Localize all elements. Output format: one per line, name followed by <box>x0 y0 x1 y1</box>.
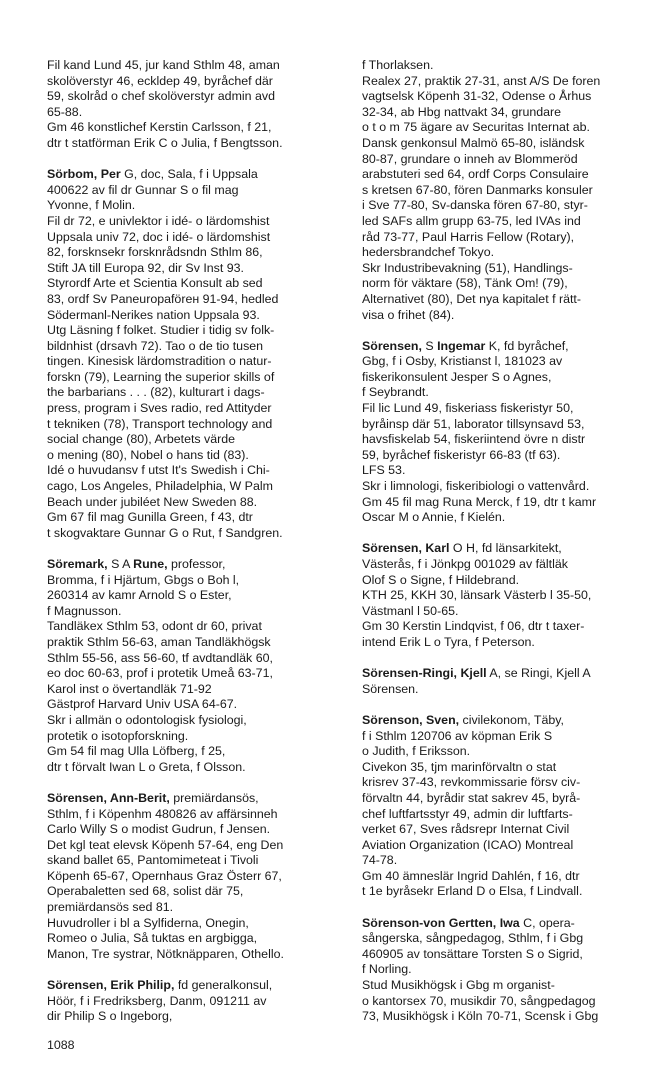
entry-line: A, se Ringi, Kjell A <box>486 666 591 681</box>
entry-line: byråinsp där 51, laborator tillsynsavd 53, <box>362 416 585 431</box>
entry-line: LFS 53. <box>362 463 406 478</box>
entry-line: O H, fd länsarkitekt, <box>449 541 562 556</box>
entry-sorbom-per <box>47 167 339 541</box>
entry-line: Gm 30 Kerstin Lindqvist, f 06, dtr t taxer- <box>362 619 585 634</box>
entry-line: o t o m 75 ägare av Securitas Internat ab. <box>362 120 590 135</box>
entry-line: Karol inst o övertandläk 71-92 <box>47 681 212 696</box>
entry-line: dtr t statförman Erik C o Julia, f Bengtsson. <box>47 135 283 150</box>
entry-line: Fil kand Lund 45, jur kand Sthlm 48, aman <box>47 58 280 72</box>
entry-line: Skr i limnologi, fiskeribiologi o vattenvård. <box>362 479 590 494</box>
entry-headword-given: Ingemar <box>437 338 486 353</box>
entry-line: led SAFs allm grupp 63-75, led IVAs ind <box>362 213 581 228</box>
entry-line: Köpenh 65-67, Opernhaus Graz Österr 67, <box>47 868 282 883</box>
entry-line: Gm 67 fil mag Gunilla Green, f 43, dtr <box>47 510 253 525</box>
entry-line: Skr Industribevakning (51), Handlings- <box>362 260 573 275</box>
entry-line: Stud Musikhögsk i Gbg m organist- <box>362 978 555 993</box>
entry-line: fiskerikonsulent Jesper S o Agnes, <box>362 369 552 384</box>
entry-line: premiärdansös sed 81. <box>47 900 174 915</box>
entry-line: 32-34, ab Hbg nattvakt 34, grundare <box>362 104 562 119</box>
entry-line: vagtselsk Köpenh 31-32, Odense o Århus <box>362 89 592 104</box>
entry-line: KTH 25, KKH 30, länsark Västerb l 35-50, <box>362 588 592 603</box>
entry-line: Gm 54 fil mag Ulla Löfberg, f 25, <box>47 744 226 759</box>
entry-soremark-rune <box>47 557 339 775</box>
entry-line: Idé o huvudansv f utst It's Swedish i Chi- <box>47 463 270 478</box>
entry-line: K, fd byråchef, <box>485 338 569 353</box>
entry-line: G, doc, Sala, f i Uppsala <box>120 167 258 182</box>
entry-line: Civekon 35, tjm marinförvaltn o stat <box>362 759 557 774</box>
entry-line: dir Philip S o Ingeborg, <box>47 1009 173 1024</box>
entry-line: the barbarians . . . (82), kulturart i dags- <box>47 385 265 400</box>
entry-headword: Sörbom, Per <box>47 167 121 182</box>
entry-line: t tekniken (78), Transport technology and <box>47 416 273 431</box>
entry-line: 73, Musikhögsk i Köln 70-71, Scensk i Gbg <box>362 1009 599 1024</box>
entry-line: 59, skolråd o chef skolöverstyr admin avd <box>47 89 275 104</box>
entry-line: 65-88. <box>47 104 83 119</box>
entry-line: Alternativet (80), Det nya kapitalet f rätt- <box>362 291 581 306</box>
entry-headword-given: Rune, <box>133 557 168 571</box>
entry-line: Styrordf Arte et Scientia Konsult ab sed <box>47 276 263 291</box>
entry-line: Fil dr 72, e univlektor i idé- o lärdomshist <box>47 213 270 228</box>
entry-line: Manon, Tre systrar, Nötknäpparen, Othello. <box>47 946 284 961</box>
entry-line: fd generalkonsul, <box>174 978 273 993</box>
entry-line: Romeo o Julia, Så tuktas en argbigga, <box>47 931 258 946</box>
entry-line: Uppsala univ 72, doc i idé- o lärdomshist <box>47 229 271 244</box>
entry-line: Olof S o Signe, f Hildebrand. <box>362 572 520 587</box>
entry-line: i Sve 77-80, Sv-danska fören 67-80, styr- <box>362 198 588 213</box>
entry-line: Det kgl teat elevsk Köpenh 57-64, eng Den <box>47 837 284 852</box>
entry-line: Gm 45 fil mag Runa Merck, f 19, dtr t kamr <box>362 494 597 509</box>
entry-line: praktik Sthlm 56-63, aman Tandläkhögsk <box>47 634 271 649</box>
entry-line: Stift JA till Europa 92, dir Sv Inst 93. <box>47 260 244 275</box>
entry-line: Sörensen. <box>362 681 419 696</box>
entry-line: chef luftfartsstyr 49, admin dir luftfarts- <box>362 806 573 821</box>
entry-continuation <box>362 58 657 323</box>
entry-line: 400622 av fil dr Gunnar S o fil mag <box>47 182 239 197</box>
entry-line: Operabaletten sed 68, solist där 75, <box>47 884 244 899</box>
entry-line: verket 67, Sves rådsrepr Internat Civil <box>362 822 570 837</box>
entry-line: f Magnusson. <box>47 603 122 618</box>
entry-headword: Sörensen-Ringi, Kjell <box>362 666 487 681</box>
entry-line: Gbg, f i Osby, Kristianst l, 181023 av <box>362 354 563 369</box>
entry-line: Sthlm, f i Köpenhm 480826 av affärsinneh <box>47 806 278 821</box>
entry-line: Beach under jubiléet New Sweden 88. <box>47 494 258 509</box>
entry-line: Gm 40 ämneslär Ingrid Dahlén, f 16, dtr <box>362 868 580 883</box>
entry-line: Bromma, f i Hjärtum, Gbgs o Boh l, <box>47 572 240 587</box>
entry-continuation <box>47 58 339 152</box>
entry-headword: Sörensen, Ann-Berit, <box>47 790 170 805</box>
entry-line: Sthlm 55-56, ass 56-60, tf avdtandläk 60, <box>47 650 273 665</box>
entry-line: Yvonne, f Molin. <box>47 198 136 213</box>
entry-line: S <box>421 338 438 353</box>
entry-line: professor, <box>167 557 226 571</box>
entry-line: eo doc 60-63, prof i protetik Umeå 63-71, <box>47 666 273 681</box>
entry-line: hedersbrandchef Tokyo. <box>362 245 495 260</box>
entry-line: premiärdansös, <box>169 790 259 805</box>
entry-line: Gästprof Harvard Univ USA 64-67. <box>47 697 238 712</box>
entry-line: f Thorlaksen. <box>362 58 434 72</box>
entry-line: forskn (79), Learning the superior skills of <box>47 369 275 384</box>
entry-line: skolöverstyr 46, eckldep 49, byråchef där <box>47 73 273 88</box>
entry-line: t 1e byråsekr Erland D o Elsa, f Lindvall. <box>362 884 583 899</box>
entry-sorensen-ringi-kjell <box>362 666 657 697</box>
entry-line: 260314 av kamr Arnold S o Ester, <box>47 588 232 603</box>
entry-sorensen-ann-berit <box>47 791 339 963</box>
entry-line: råd 73-77, Paul Harris Fellow (Rotary), <box>362 229 575 244</box>
entry-line: Västerås, f i Jönkpg 001029 av fältläk <box>362 557 568 571</box>
entry-line: norm för väktare (58), Tänk Om! (79), <box>362 276 568 291</box>
entry-line: havsfiskelab 54, fiskeriintend övre n distr <box>362 432 586 447</box>
entry-line: o Judith, f Eriksson. <box>362 744 471 759</box>
entry-line: 83, ordf Sv Paneuropaförен 91-94, hedled <box>47 291 279 306</box>
entry-line: Aviation Organization (ICAO) Montreal <box>362 837 574 852</box>
entry-sorensen-karl <box>362 541 657 650</box>
entry-line: Oscar M o Annie, f Kielén. <box>362 510 506 525</box>
entry-line: intend Erik L o Tyra, f Peterson. <box>362 634 535 649</box>
entry-line: Skr i allmän o odontologisk fysiologi, <box>47 712 247 727</box>
entry-line: protetik o isotopforskning. <box>47 728 189 743</box>
entry-sorenson-von-gertten-iwa <box>362 916 657 1025</box>
entry-line: social change (80), Arbetets värde <box>47 432 236 447</box>
entry-line: Höör, f i Fredriksberg, Danm, 091211 av <box>47 993 267 1008</box>
entry-headword: Sörenson-von Gertten, Iwa <box>362 915 520 930</box>
entry-line: Realex 27, praktik 27-31, anst A/S De foren <box>362 73 601 88</box>
entry-headword: Söremark, <box>47 557 108 571</box>
entry-line: visa o frihet (84). <box>362 307 455 322</box>
entry-line: press, program i Sves radio, red Attityder <box>47 401 272 416</box>
entry-line: Västmanl l 50-65. <box>362 603 459 618</box>
entry-sorenson-sven <box>362 713 657 900</box>
entry-line: dtr t förvalt Iwan L o Greta, f Olsson. <box>47 759 246 774</box>
page-number: 1088 <box>47 1038 75 1052</box>
entry-line: bildnhist (drsavh 72). Tao o de tio tusen <box>47 338 264 353</box>
entry-line: arabstuteri sed 64, ordf Corps Consulaire <box>362 167 589 182</box>
entry-line: Huvudroller i bl a Sylfiderna, Onegin, <box>47 915 249 930</box>
entry-line: Carlo Willy S o modist Gudrun, f Jensen. <box>47 822 271 837</box>
entry-line: förvaltn 44, byrådir stat sakrev 45, byrå- <box>362 790 581 805</box>
entry-line: Gm 46 konstlichef Kerstin Carlsson, f 21, <box>47 120 272 135</box>
entry-sorensen-erik-philip <box>47 978 339 1025</box>
entry-headword: Sörensen, <box>362 338 422 353</box>
entry-line: sångerska, sångpedagog, Sthlm, f i Gbg <box>362 931 584 946</box>
entry-line: krisrev 37-43, revkommissarie försv civ- <box>362 775 581 790</box>
entry-line: o mening (80), Nobel o hans tid (83). <box>47 447 249 462</box>
entry-line: 59, byråchef fiskeristyr 66-83 (tf 63). <box>362 447 561 462</box>
entry-line: Tandläkex Sthlm 53, odont dr 60, privat <box>47 619 262 634</box>
entry-sorensen-ingemar <box>362 339 657 526</box>
entry-line: S A <box>107 557 134 571</box>
entry-line: t skogvaktare Gunnar G o Rut, f Sandgren. <box>47 525 283 540</box>
entry-line: civilekonom, Täby, <box>459 712 564 727</box>
entry-line: 74-78. <box>362 853 398 868</box>
entry-line: f Seybrandt. <box>362 385 429 400</box>
entry-line: skand ballet 65, Pantomimeteat i Tivoli <box>47 853 259 868</box>
entry-headword: Sörensen, Karl <box>362 541 450 556</box>
entry-line: cago, Los Angeles, Philadelphia, W Palm <box>47 479 273 494</box>
entry-line: 460905 av tonsättare Torsten S o Sigrid, <box>362 946 583 961</box>
entry-headword: Sörenson, Sven, <box>362 712 460 727</box>
right-column <box>362 58 657 1040</box>
left-column <box>47 58 339 1040</box>
entry-line: Södermanl-Nerikes nation Uppsala 93. <box>47 307 260 322</box>
entry-line: Utg Läsning f folket. Studier i tidig sv folk- <box>47 323 275 338</box>
entry-line: o kantorsex 70, musikdir 70, sångpedagog <box>362 993 596 1008</box>
entry-line: f Norling. <box>362 962 412 977</box>
entry-line: C, opera- <box>519 915 575 930</box>
entry-line: s kretsen 67-80, fören Danmarks konsuler <box>362 182 593 197</box>
entry-line: tingen. Kinesisk lärdomstradition o natur- <box>47 354 272 369</box>
entry-line: 82, forsknsekr forsknrådsndn Sthlm 86, <box>47 245 263 260</box>
entry-headword: Sörensen, Erik Philip, <box>47 978 175 993</box>
entry-line: Fil lic Lund 49, fiskeriass fiskeristyr 50, <box>362 401 574 416</box>
entry-line: Dansk genkonsul Malmö 65-80, isländsk <box>362 135 585 150</box>
entry-line: 80-87, grundare o inneh av Blommeröd <box>362 151 578 166</box>
entry-line: f i Sthlm 120706 av köpman Erik S <box>362 728 553 743</box>
